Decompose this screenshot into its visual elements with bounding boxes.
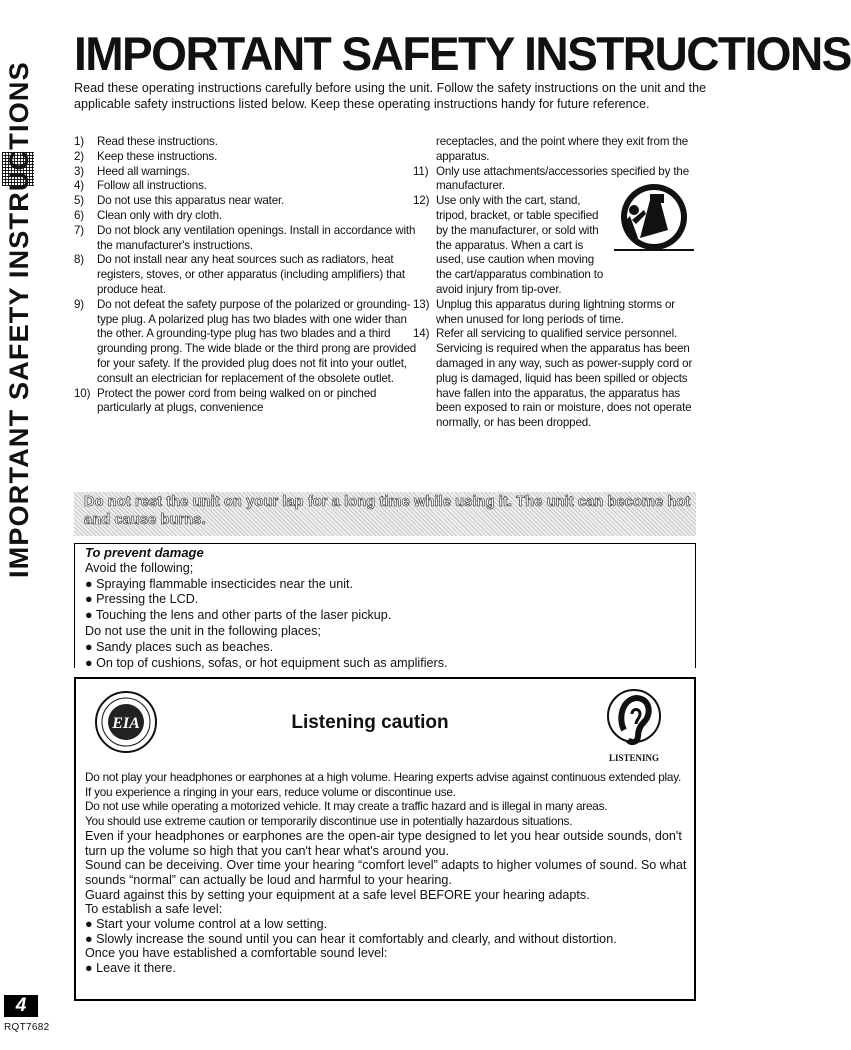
instruction-item: 2) Keep these instructions. [74, 149, 218, 163]
listening-line: If you experience a ringing in your ears, reduce volume or discontinue use. [85, 784, 456, 799]
side-section-label: IMPORTANT SAFETY INSTRUCTIONS [4, 61, 34, 578]
listening-line: To establish a safe level: [85, 902, 223, 917]
instruction-item: 14) Refer all servicing to qualified service personnel. Servicing is required when the apparatus has been damaged in any way, such as power-supply cord or plug is damaged, liquid has been spilled or objects have fallen into the apparatus, the apparatus has been exposed to rain or moisture, does not operate normally, or has been dropped. [413, 327, 693, 430]
instruction-item: 7) Do not block any ventilation openings. Install in accordance with the manufacturer's instructions. [74, 223, 416, 252]
listening-line: ● Leave it there. [85, 961, 176, 976]
page-title: IMPORTANT SAFETY INSTRUCTIONS [74, 27, 851, 80]
cart-tipover-warning-icon [610, 180, 698, 254]
listening-caution-title: Listening caution [291, 712, 449, 733]
instruction-item: 6) Clean only with dry cloth. [74, 208, 222, 222]
prevent-damage-title: To prevent damage [85, 545, 204, 560]
listening-caution-text [85, 770, 695, 976]
damage-line: ● Touching the lens and other parts of the laser pickup. [85, 608, 392, 623]
damage-line: ● Spraying flammable insecticides near the unit. [85, 576, 354, 591]
listening-logo-text: LISTENING [608, 753, 660, 763]
instruction-item: 11) Only use attachments/accessories specified by the manufacturer. [413, 164, 689, 193]
listening-line: Once you have established a comfortable sound level: [85, 946, 388, 961]
damage-line: Do not use the unit in the following places; [85, 623, 321, 638]
damage-line: Avoid the following; [85, 560, 194, 575]
instructions-left-column [74, 135, 419, 416]
instruction-item: 4) Follow all instructions. [74, 179, 207, 193]
intro-paragraph: Read these operating instructions carefully before using the unit. Follow the safety instructions on the unit and the applicable safety instructions listed below. Keep these operating instructions handy for future reference. [74, 81, 707, 111]
damage-line: ● Sandy places such as beaches. [85, 639, 274, 654]
damage-line: ● On top of cushions, sofas, or hot equipment such as amplifiers. [85, 655, 448, 670]
listening-line: Guard against this by setting your equipment at a safe level BEFORE your hearing adapts. [85, 887, 590, 902]
instruction-item: 8) Do not install near any heat sources such as radiators, heat registers, stoves, or other apparatus (including amplifiers) that produce heat. [74, 253, 405, 296]
instruction-item: 5) Do not use this apparatus near water. [74, 194, 285, 208]
prevent-damage-content [85, 545, 685, 671]
listening-line: Sound can be deceiving. Over time your hearing “comfort level” adapts to higher volumes of sound. So what sounds “normal” can actually be loud and harmful to your hearing. [85, 858, 687, 887]
listening-line: Do not use while operating a motorized vehicle. It may create a traffic hazard and is illegal in many areas. [85, 799, 608, 814]
instruction-continuation: receptacles, and the point where they exit from the apparatus. [436, 135, 689, 163]
instruction-item: 1) Read these instructions. [74, 135, 218, 148]
listening-line: ● Slowly increase the sound until you can hear it comfortably and clearly, and without distortion. [85, 931, 617, 946]
eia-logo-text: EIA [112, 715, 140, 732]
listening-line: Even if your headphones or earphones are the open-air type designed to let you hear outside sounds, don't turn up the volume so high that you can't hear what's around you. [85, 828, 682, 858]
eia-logo-icon [94, 690, 158, 754]
document-code: RQT7682 [4, 1022, 50, 1033]
listening-line: ● Start your volume control at a low setting. [85, 917, 328, 932]
listening-line: Do not play your headphones or earphones at a high volume. Hearing experts advise against continuous extended play. [85, 770, 682, 784]
instruction-item: 9) Do not defeat the safety purpose of the polarized or grounding-type plug. A polarized plug has two blades with one wider than the other. A grounding-type plug has two blades and a third grounding prong. The wide blade or the third prong are provided for your safety. If the provided plug does not fit into your outlet, consult an electrician for replacement of the obsolete outlet. [74, 297, 417, 385]
warning-text: Do not rest the unit on your lap for a long time while using it. The unit can become hot and cause burns. [84, 494, 691, 528]
listening-line: You should use extreme caution or temporarily discontinue use in potentially hazardous situations. [85, 814, 573, 829]
listening-ear-icon [592, 688, 676, 766]
page-number: 4 [4, 995, 38, 1017]
instruction-item: 12) Use only with the cart, stand, tripod, bracket, or table specified by the manufacturer, or sold with the apparatus. When a cart is used, use caution when moving the cart/apparatus combination to avoid injury from tip-over. [413, 194, 604, 296]
instruction-item: 3) Heed all warnings. [74, 164, 190, 178]
damage-line: ● Pressing the LCD. [85, 592, 199, 607]
instruction-item: 13) Unplug this apparatus during lightning storms or when unused for long periods of time. [413, 297, 675, 326]
instruction-item: 10) Protect the power cord from being walked on or pinched particularly at plugs, convenience [74, 386, 377, 415]
